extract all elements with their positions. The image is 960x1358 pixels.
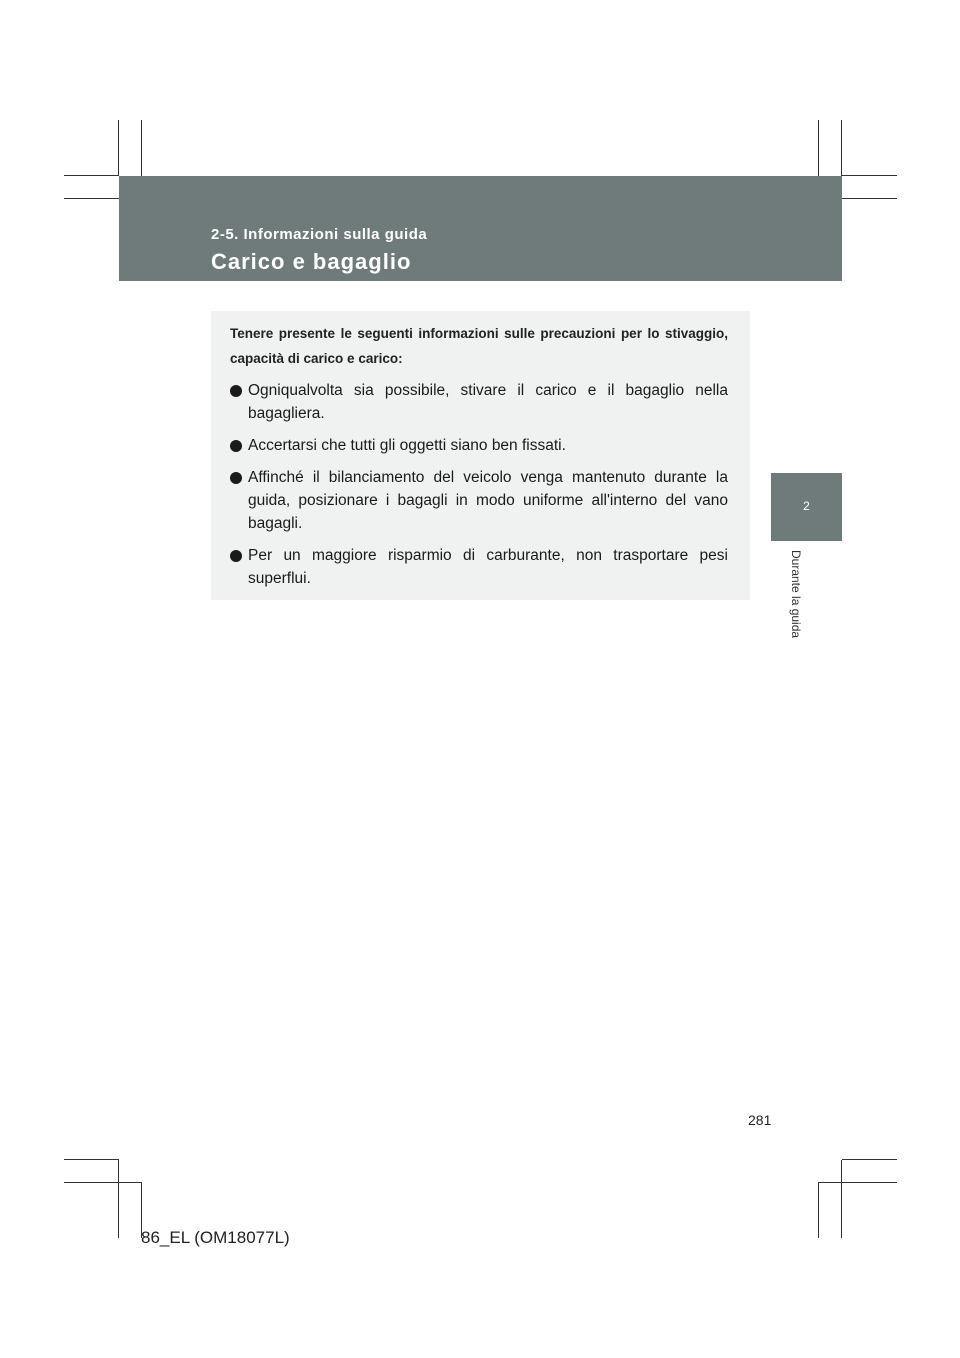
crop-mark: [118, 120, 119, 176]
list-item: [230, 466, 728, 535]
crop-mark: [841, 1160, 842, 1238]
bullet-list: [230, 379, 728, 590]
crop-mark: [842, 1159, 897, 1160]
page-number: 281: [748, 1112, 772, 1128]
crop-mark: [818, 1182, 819, 1238]
crop-mark: [841, 120, 842, 176]
bullet-icon: [230, 472, 242, 484]
list-item: [230, 544, 728, 590]
list-item-text: Accertarsi che tutti gli oggetti siano ben fissati.: [248, 437, 566, 454]
document-code: 86_EL (OM18077L): [141, 1228, 290, 1247]
crop-mark: [64, 1159, 119, 1160]
section-label: 2-5. Informazioni sulla guida: [211, 226, 428, 243]
bullet-icon: [230, 385, 242, 397]
list-item: [230, 434, 728, 457]
crop-mark: [64, 1182, 141, 1183]
bullet-icon: [230, 550, 242, 562]
crop-mark: [818, 120, 819, 176]
chapter-label: Durante la guida: [789, 550, 803, 639]
bullet-icon: [230, 440, 242, 452]
info-box: [211, 311, 750, 600]
crop-mark: [64, 175, 119, 176]
crop-mark: [141, 120, 142, 176]
crop-mark: [64, 198, 119, 199]
info-intro: Tenere presente le seguenti informazioni sulle precauzioni per lo stivaggio, capacità di carico e carico:: [230, 326, 728, 366]
crop-mark: [818, 1182, 897, 1183]
chapter-number: 2: [803, 499, 810, 513]
list-item-text: Ogniqualvolta sia possibile, stivare il carico e il bagaglio nella bagagliera.: [248, 382, 728, 422]
crop-mark: [842, 198, 897, 199]
crop-mark: [842, 175, 897, 176]
list-item-text: Per un maggiore risparmio di carburante, non trasportare pesi superflui.: [248, 547, 728, 587]
list-item-text: Affinché il bilanciamento del veicolo venga mantenuto durante la guida, posizionare i bagagli in modo uniforme all'interno del vano bagagli.: [248, 469, 728, 532]
section-header: [119, 176, 842, 281]
page-title: Carico e bagaglio: [211, 249, 412, 274]
chapter-tab: [771, 473, 842, 541]
crop-mark: [118, 1160, 119, 1238]
list-item: [230, 379, 728, 425]
